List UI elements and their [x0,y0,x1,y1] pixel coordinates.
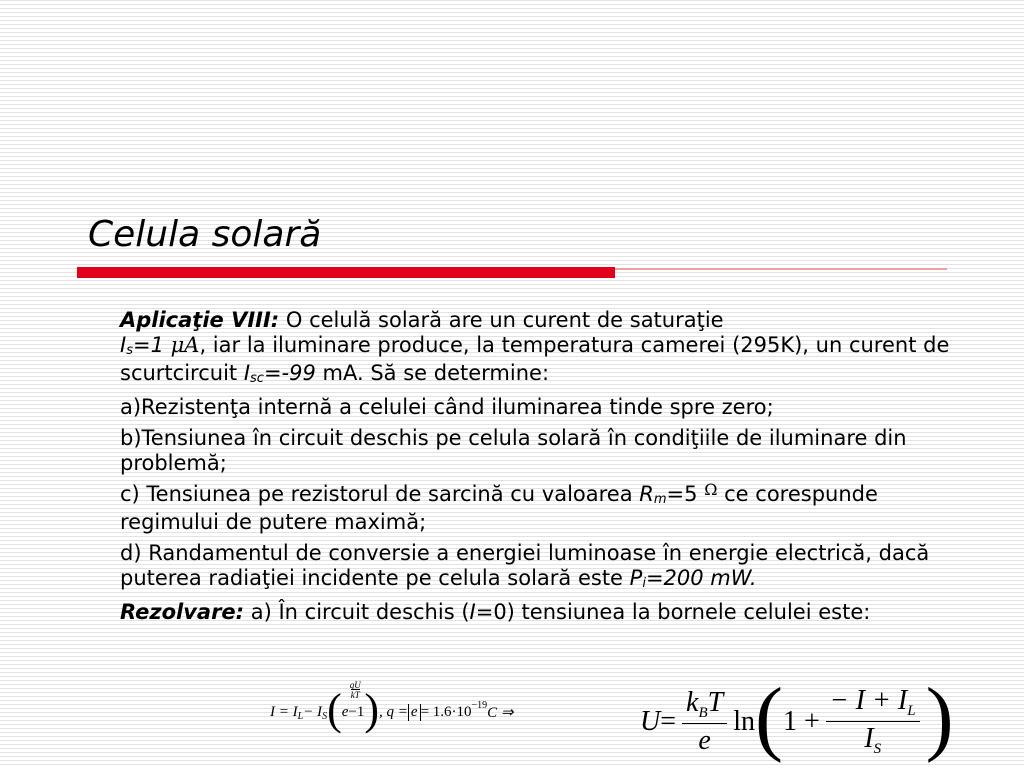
problem-statement [120,308,980,389]
rm-value: =5 [666,482,705,506]
f1-value: = 1.6·10 [420,703,472,720]
f2-t: T [707,686,724,718]
f1-exp19: −19 [471,699,488,711]
f1-s-sub: S [322,710,328,722]
slide-title: Celula solară [88,214,322,255]
f1-unit: C ⇒ [487,704,514,721]
is-subscript: s [126,343,133,358]
microampere-unit: μA [170,333,200,357]
task-d-text: d) Randamentul de conversie a energiei luminoase în energie electrică, dacă puterea radiaţiei incidente pe celula solară este [120,541,930,590]
f1-exp-num: qU [349,679,361,690]
f1-right-paren: ) [364,685,380,734]
f1-exp-den: kT [350,689,360,700]
formula-current [270,679,514,736]
formula-voltage [640,671,954,764]
statement-text-3: mA. Să se determine: [315,361,550,385]
f1-exponent [350,680,361,700]
isc-value: =-99 [263,361,316,385]
title-underline-thick [77,267,615,278]
rm-symbol: R [639,482,654,506]
application-label: Aplicaţie VIII: [120,308,280,332]
f2-right-paren: ) [925,671,954,764]
f2-currents-denominator [864,722,881,760]
is-symbol: I [120,333,127,357]
f2-ln: ln [733,706,755,737]
rm-subscript: m [653,492,667,507]
f2-kb: k [686,686,699,718]
isc-symbol: I [243,361,251,385]
slide-body [120,308,980,631]
f2-den-sub: S [873,740,882,757]
f2-eq: = [660,706,677,737]
f2-num-sub: L [907,702,916,719]
f2-fraction-kt-e [682,687,727,758]
f1-left-paren: ( [327,685,342,734]
isc-subscript: sc [250,371,264,386]
f1-minus-is: − I [303,703,323,720]
pi-symbol: P [629,566,643,590]
f2-fraction-currents [826,685,920,760]
f2-one-plus: 1 + [782,706,820,737]
task-c-text-2: ce corespunde regimului de putere maximă; [120,482,878,534]
title-underline-thin [615,268,947,270]
statement-text-1: O celulă solară are un curent de saturaţie [279,308,724,332]
statement-text-2: , iar la iluminare produce, la temperatura camerei (295K), un curent de scurtcircuit [120,333,950,385]
f2-denominator: e [698,724,711,756]
task-a: a)Rezistenţa internă a celulei când iluminarea tinde spre zero; [120,395,774,419]
f2-num: − I + I [829,684,908,716]
solution-text-2: =0) tensiunea la bornele celulei este: [475,600,871,624]
pi-subscript: i [642,576,646,591]
f1-q-part: , q = [379,703,408,720]
f2-den: I [864,722,874,754]
pi-value: =200 mW. [645,566,757,590]
f2-currents-numerator [826,685,920,722]
f1-abs-e: e [408,704,421,721]
f2-left-paren: ( [755,671,783,764]
task-d [120,541,980,594]
f1-lhs: I = I [270,703,298,720]
ohm-symbol: Ω [704,480,718,499]
f1-e: e [341,703,349,720]
task-c-text: c) Tensiunea pe rezistorul de sarcină cu valoarea [120,482,640,506]
task-b: b)Tensiunea în circuit deschis pe celula solară în condiţiile de iluminare din problemă; [120,426,907,475]
f1-l-sub: L [297,710,304,722]
solution-label: Rezolvare: [120,600,245,624]
f1-minus-one: −1 [348,703,365,720]
is-value: =1 [132,333,171,357]
i-symbol: I [469,600,476,624]
solution-text-1: a) În circuit deschis ( [244,600,470,624]
f2-numerator [682,687,727,724]
f2-u: U [640,706,661,737]
f2-kb-sub: B [698,704,708,721]
task-c [120,482,980,535]
f1-exponential [341,679,361,721]
solution-intro [120,600,980,625]
